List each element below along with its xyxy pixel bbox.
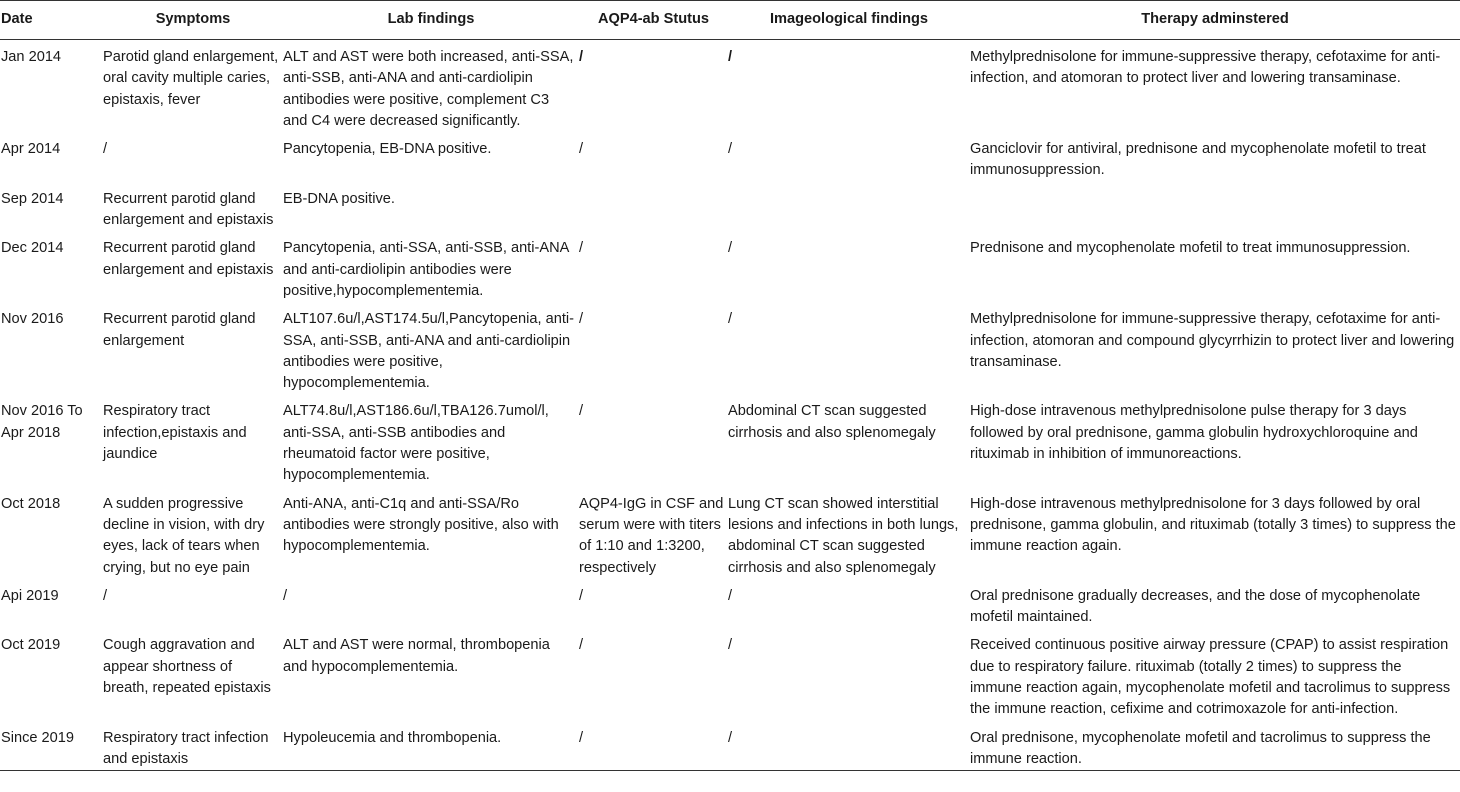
cell-aqp4-status: AQP4-IgG in CSF and serum were with titers of 1:10 and 1:3200, respectively — [579, 495, 724, 576]
cell-lab-findings: ALT and AST were both increased, anti-SSA, anti-SSB, anti-ANA and anti-cardiolipin antibodies were positive, complement C3 and C4 were decreased significantly. — [283, 49, 574, 129]
cell-date: Nov 2016 — [1, 311, 64, 328]
table-row — [0, 132, 1460, 182]
cell-therapy: Received continuous positive airway pressure (CPAP) to assist respiration due to respiratory failure. rituximab (totally 2 times) to suppress the immune reaction again, mycophenolate mofetil and tacrolimus to suppress the immune reaction, cefixime and cotrimoxazole for anti-infection. — [970, 637, 1451, 718]
cell-date: Jan 2014 — [1, 49, 62, 65]
cell-aqp4-status — [579, 182, 728, 232]
cell-lab-findings: ALT107.6u/l,AST174.5u/l,Pancytopenia, anti-SSA, anti-SSB, anti-ANA and anti-cardiolipin antibodies were positive, hypocomplementemia. — [283, 311, 574, 392]
cell-aqp4-status: / — [579, 721, 728, 771]
cell-date: Dec 2014 — [1, 240, 64, 257]
cell-therapy: Oral prednisone, mycophenolate mofetil and tacrolimus to suppress the immune reaction. — [970, 721, 1460, 771]
cell-symptoms: Recurrent parotid gland enlargement and epistaxis — [103, 190, 274, 229]
cell-symptoms: / — [103, 587, 108, 604]
cell-imaging-findings: / — [728, 587, 733, 604]
cell-date: Nov 2016 To Apr 2018 — [1, 403, 83, 441]
cell-imaging-findings: / — [728, 721, 970, 771]
cell-symptoms: Recurrent parotid gland enlargement and epistaxis — [103, 240, 274, 278]
table-row — [0, 628, 1460, 720]
cell-aqp4-status: / — [579, 311, 584, 328]
header-row — [0, 1, 1460, 40]
cell-lab-findings: EB-DNA positive. — [283, 190, 395, 207]
table-row — [0, 394, 1460, 486]
table-row — [0, 487, 1460, 579]
cell-lab-findings: Hypoleucemia and thrombopenia. — [283, 721, 579, 771]
cell-imaging-findings: / — [728, 49, 733, 65]
table-row — [0, 40, 1460, 133]
cell-date: Api 2019 — [1, 587, 59, 604]
cell-imaging-findings: Abdominal CT scan suggested cirrhosis and also splenomegaly — [728, 403, 936, 441]
cell-lab-findings: ALT and AST were normal, thrombopenia and hypocomplementemia. — [283, 637, 550, 675]
cell-therapy: High-dose intravenous methylprednisolone pulse therapy for 3 days followed by oral prednisone, gamma globulin hydroxychloroquine and rituximab in inhibition of immunoreactions. — [970, 403, 1418, 463]
cell-therapy: Prednisone and mycophenolate mofetil to treat immunosuppression. — [970, 240, 1411, 257]
cell-symptoms: / — [103, 141, 108, 158]
cell-therapy: High-dose intravenous methylprednisolone for 3 days followed by oral prednisone, gamma globulin, and rituximab (totally 3 times) to suppress the immune reaction again. — [970, 495, 1456, 555]
cell-imaging-findings — [728, 182, 970, 232]
header-date: Date — [0, 1, 103, 40]
table-row — [0, 721, 1460, 771]
header-aqp4-status: AQP4-ab Stutus — [579, 1, 728, 40]
cell-date: Oct 2019 — [1, 637, 61, 654]
cell-date: Apr 2014 — [1, 141, 61, 158]
header-lab-findings: Lab findings — [283, 1, 579, 40]
cell-aqp4-status: / — [579, 403, 584, 420]
table-row — [0, 579, 1460, 629]
cell-symptoms: Cough aggravation and appear shortness of breath, repeated epistaxis — [103, 637, 271, 697]
cell-imaging-findings: / — [728, 141, 733, 158]
cell-symptoms: Respiratory tract infection and epistaxis — [103, 721, 283, 771]
cell-aqp4-status: / — [579, 49, 584, 65]
cell-lab-findings: / — [283, 587, 288, 604]
cell-therapy: Oral prednisone gradually decreases, and the dose of mycophenolate mofetil maintained. — [970, 587, 1421, 626]
cell-lab-findings: ALT74.8u/l,AST186.6u/l,TBA126.7umol/l, anti-SSA, anti-SSB antibodies and rheumatoid factor were positive, hypocomplementemia. — [283, 403, 549, 484]
table-row — [0, 302, 1460, 394]
cell-lab-findings: Pancytopenia, anti-SSA, anti-SSB, anti-ANA and anti-cardiolipin antibodies were positive,hypocomplementemia. — [283, 240, 569, 299]
cell-lab-findings: Anti-ANA, anti-C1q and anti-SSA/Ro antibodies were strongly positive, also with hypocomplementemia. — [283, 495, 559, 555]
cell-therapy: Ganciclovir for antiviral, prednisone and mycophenolate mofetil to treat immunosuppression. — [970, 141, 1426, 179]
cell-symptoms: A sudden progressive decline in vision, with dry eyes, lack of tears when crying, but no eye pain — [103, 495, 265, 576]
cell-aqp4-status: / — [579, 587, 584, 604]
cell-imaging-findings: Lung CT scan showed interstitial lesions and infections in both lungs, abdominal CT scan suggested cirrhosis and also splenomegaly — [728, 495, 959, 576]
cell-aqp4-status: / — [579, 637, 584, 654]
cell-imaging-findings: / — [728, 311, 733, 328]
cell-symptoms: Recurrent parotid gland enlargement — [103, 311, 256, 349]
cell-aqp4-status: / — [579, 240, 584, 257]
cell-symptoms: Parotid gland enlargement, oral cavity multiple caries, epistaxis, fever — [103, 49, 279, 108]
cell-date: Oct 2018 — [1, 495, 61, 512]
table-row — [0, 231, 1460, 302]
cell-lab-findings: Pancytopenia, EB-DNA positive. — [283, 141, 492, 158]
cell-imaging-findings: / — [728, 637, 733, 654]
header-imaging-findings: Imageological findings — [728, 1, 970, 40]
cell-therapy: Methylprednisolone for immune-suppressive therapy, cefotaxime for anti-infection, and atomoran to protect liver and lowering transaminase. — [970, 49, 1441, 87]
header-therapy: Therapy adminstered — [970, 1, 1460, 40]
cell-therapy — [970, 182, 1460, 232]
cell-date: Since 2019 — [0, 721, 103, 771]
table-header — [0, 1, 1460, 40]
cell-aqp4-status: / — [579, 141, 584, 158]
cell-therapy: Methylprednisolone for immune-suppressive therapy, cefotaxime for anti-infection, atomoran and compound glycyrrhizin to protect liver and lowering transaminase. — [970, 311, 1455, 370]
cell-date: Sep 2014 — [1, 190, 64, 207]
header-symptoms: Symptoms — [103, 1, 283, 40]
table-body — [0, 40, 1460, 771]
cell-imaging-findings: / — [728, 240, 733, 257]
table-row — [0, 182, 1460, 232]
cell-symptoms: Respiratory tract infection,epistaxis and jaundice — [103, 403, 247, 463]
